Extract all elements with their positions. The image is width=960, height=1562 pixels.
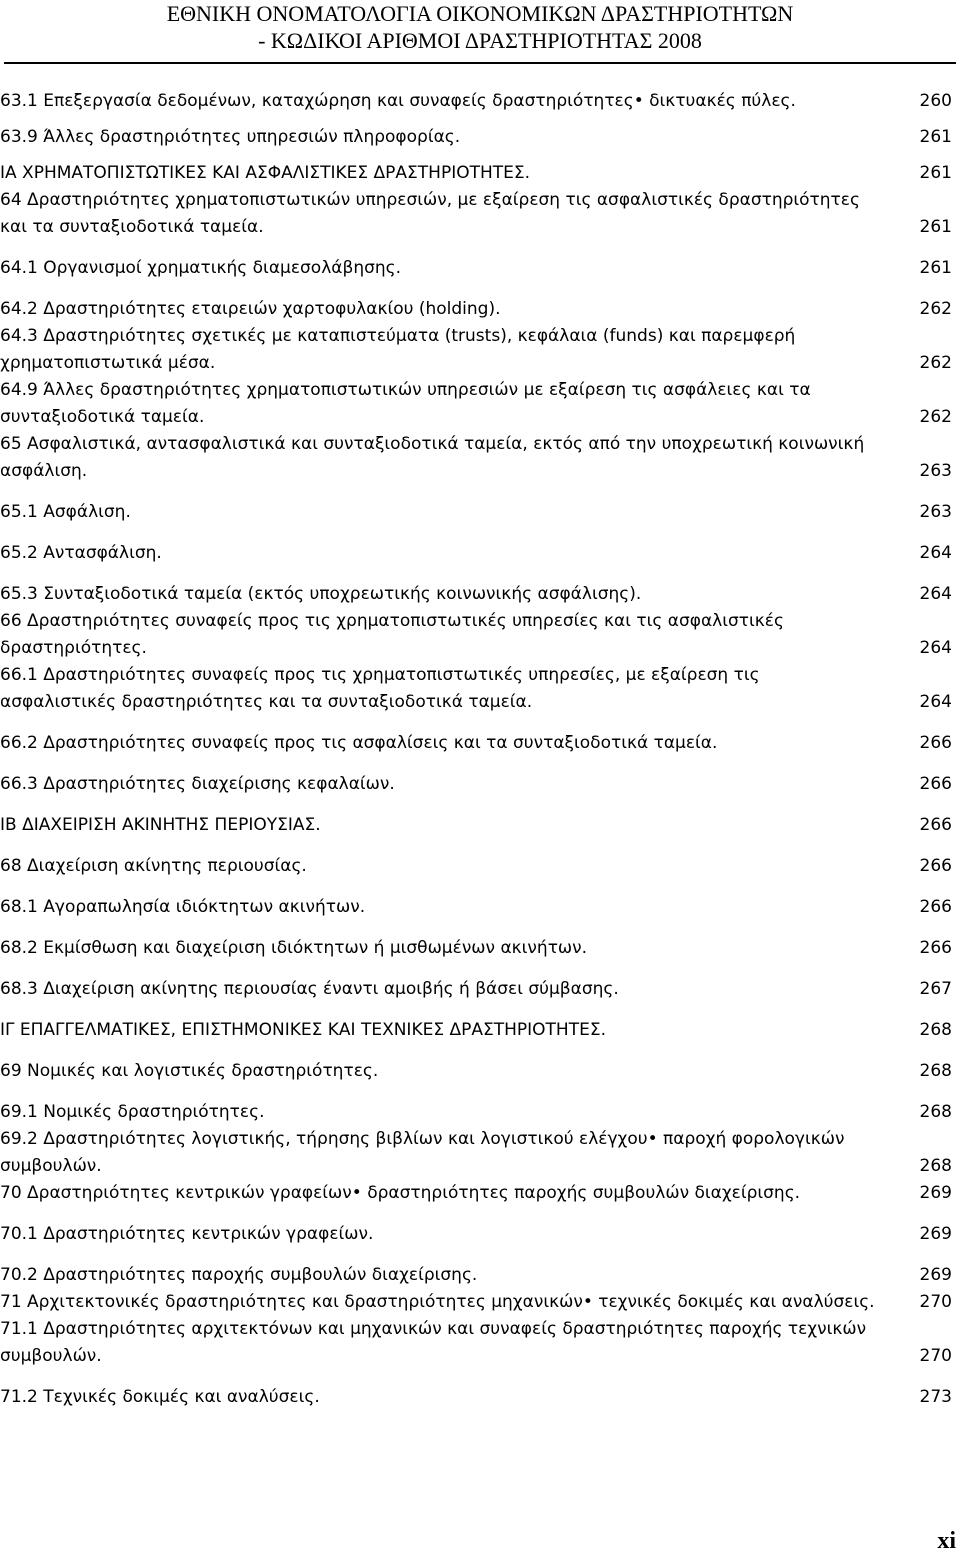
toc-entry-text: 65.2 Αντασφάλιση. bbox=[0, 543, 162, 563]
toc-entry bbox=[0, 255, 955, 282]
toc-entry bbox=[0, 296, 955, 323]
toc-entry bbox=[0, 894, 955, 921]
toc-entry-page: 266 bbox=[919, 733, 952, 753]
toc-entry bbox=[0, 323, 955, 377]
toc-entry-page: 270 bbox=[919, 1346, 952, 1366]
toc-entry-text: ΙΓ ΕΠΑΓΓΕΛΜΑΤΙΚΕΣ, ΕΠΙΣΤΗΜΟΝΙΚΕΣ ΚΑΙ ΤΕΧΝΙΚΕΣ ΔΡΑΣΤΗΡΙΟΤΗΤΕΣ. bbox=[0, 1020, 606, 1040]
toc-entry bbox=[0, 581, 955, 608]
toc-entry-page: 269 bbox=[919, 1224, 952, 1244]
toc-entry bbox=[0, 1316, 955, 1370]
toc-entry-text: 63.9 Άλλες δραστηριότητες υπηρεσιών πληροφορίας. bbox=[0, 127, 461, 147]
toc-entry bbox=[0, 812, 955, 839]
running-header bbox=[0, 0, 960, 54]
toc-entry bbox=[0, 499, 955, 526]
toc-entry bbox=[0, 1262, 955, 1289]
toc-entry-page: 261 bbox=[919, 163, 952, 183]
toc-entry-text: ΙΑ ΧΡΗΜΑΤΟΠΙΣΤΩΤΙΚΕΣ ΚΑΙ ΑΣΦΑΛΙΣΤΙΚΕΣ ΔΡΑΣΤΗΡΙΟΤΗΤΕΣ. bbox=[0, 163, 531, 183]
toc-entry bbox=[0, 771, 955, 798]
toc-entry-page: 267 bbox=[919, 979, 952, 999]
toc-entry bbox=[0, 1180, 955, 1207]
toc-entry-page: 268 bbox=[919, 1102, 952, 1122]
header-title-line2: - ΚΩΔΙΚΟΙ ΑΡΙΘΜΟΙ ΔΡΑΣΤΗΡΙΟΤΗΤΑΣ 2008 bbox=[258, 28, 702, 53]
toc-entry bbox=[0, 160, 955, 187]
toc-entry bbox=[0, 1099, 955, 1126]
toc-entry-page: 266 bbox=[919, 897, 952, 917]
toc-entry-text: 69 Νομικές και λογιστικές δραστηριότητες. bbox=[0, 1061, 379, 1081]
toc-entry-page: 263 bbox=[919, 461, 952, 481]
toc-entry bbox=[0, 88, 955, 115]
toc-entry bbox=[0, 1017, 955, 1044]
toc-entry-text: ΙΒ ΔΙΑΧΕΙΡΙΣΗ ΑΚΙΝΗΤΗΣ ΠΕΡΙΟΥΣΙΑΣ. bbox=[0, 815, 321, 835]
toc-entry-page: 269 bbox=[919, 1265, 952, 1285]
toc-entry bbox=[0, 976, 955, 1003]
toc-entry-text: 71 Αρχιτεκτονικές δραστηριότητες και δραστηριότητες μηχανικών• τεχνικές δοκιμές και αναλύσεις. bbox=[0, 1292, 875, 1312]
toc-entry-page: 266 bbox=[919, 774, 952, 794]
toc-entry-text: 64.3 Δραστηριότητες σχετικές με καταπιστεύματα (trusts), κεφάλαια (funds) και παρεμφερή χρηματοπιστωτικά μέσα. bbox=[0, 326, 796, 373]
toc-entry-page: 262 bbox=[919, 299, 952, 319]
toc-entry-page: 263 bbox=[919, 502, 952, 522]
toc-entry bbox=[0, 1289, 955, 1316]
toc-entry-text: 63.1 Επεξεργασία δεδομένων, καταχώρηση και συναφείς δραστηριότητες• δικτυακές πύλες. bbox=[0, 91, 796, 111]
toc-entry bbox=[0, 1221, 955, 1248]
toc-entry bbox=[0, 1384, 955, 1411]
toc-entry-page: 261 bbox=[919, 127, 952, 147]
header-title-line1: ΕΘΝΙΚΗ ΟΝΟΜΑΤΟΛΟΓΙΑ ΟΙΚΟΝΟΜΙΚΩΝ ΔΡΑΣΤΗΡΙΟΤΗΤΩΝ bbox=[166, 1, 794, 26]
toc-entry bbox=[0, 540, 955, 567]
toc-entry-page: 268 bbox=[919, 1061, 952, 1081]
toc-entry-page: 262 bbox=[919, 407, 952, 427]
toc-entry-text: 68 Διαχείριση ακίνητης περιουσίας. bbox=[0, 856, 307, 876]
toc-entry-page: 266 bbox=[919, 815, 952, 835]
toc-entry bbox=[0, 730, 955, 757]
toc-entry-text: 65 Ασφαλιστικά, αντασφαλιστικά και συνταξιοδοτικά ταμεία, εκτός από την υποχρεωτική κοινωνική ασφάλιση. bbox=[0, 434, 865, 481]
toc-entry-text: 68.2 Εκμίσθωση και διαχείριση ιδιόκτητων ή μισθωμένων ακινήτων. bbox=[0, 938, 588, 958]
toc-entry bbox=[0, 1058, 955, 1085]
toc-entry bbox=[0, 124, 955, 151]
toc-entry bbox=[0, 935, 955, 962]
toc-entry bbox=[0, 853, 955, 880]
toc-entry-text: 66.3 Δραστηριότητες διαχείρισης κεφαλαίων. bbox=[0, 774, 395, 794]
toc-entry-text: 65.3 Συνταξιοδοτικά ταμεία (εκτός υποχρεωτικής κοινωνικής ασφάλισης). bbox=[0, 584, 642, 604]
toc-entry-page: 266 bbox=[919, 938, 952, 958]
toc-entry-page: 260 bbox=[919, 91, 952, 111]
toc-entry-text: 64 Δραστηριότητες χρηματοπιστωτικών υπηρεσιών, με εξαίρεση τις ασφαλιστικές δραστηριότητες και τα συνταξιοδοτικά ταμεία. bbox=[0, 190, 860, 237]
toc-entry-text: 66 Δραστηριότητες συναφείς προς τις χρηματοπιστωτικές υπηρεσίες και τις ασφαλιστικές δραστηριότητες. bbox=[0, 611, 784, 658]
toc-entry-page: 261 bbox=[919, 258, 952, 278]
toc-entry-text: 69.1 Νομικές δραστηριότητες. bbox=[0, 1102, 265, 1122]
toc-entry-page: 262 bbox=[919, 353, 952, 373]
toc-entry-text: 68.3 Διαχείριση ακίνητης περιουσίας έναντι αμοιβής ή βάσει σύμβασης. bbox=[0, 979, 619, 999]
toc-entry-text: 64.2 Δραστηριότητες εταιρειών χαρτοφυλακίου (holding). bbox=[0, 299, 501, 319]
toc-entry-text: 65.1 Ασφάλιση. bbox=[0, 502, 131, 522]
toc-entry bbox=[0, 431, 955, 485]
toc-entry bbox=[0, 608, 955, 662]
toc-entry bbox=[0, 1126, 955, 1180]
toc-entry-page: 264 bbox=[919, 584, 952, 604]
toc-entry-text: 64.9 Άλλες δραστηριότητες χρηματοπιστωτικών υπηρεσιών με εξαίρεση τις ασφάλειες και τα συνταξιοδοτικά ταμεία. bbox=[0, 380, 811, 427]
toc-entry-page: 273 bbox=[919, 1387, 952, 1407]
toc-entry bbox=[0, 662, 955, 716]
toc-entry-page: 270 bbox=[919, 1292, 952, 1312]
toc-entry-text: 71.1 Δραστηριότητες αρχιτεκτόνων και μηχανικών και συναφείς δραστηριότητες παροχής τεχνικών συμβουλών. bbox=[0, 1319, 867, 1366]
toc-entry-text: 66.2 Δραστηριότητες συναφείς προς τις ασφαλίσεις και τα συνταξιοδοτικά ταμεία. bbox=[0, 733, 718, 753]
header-divider bbox=[4, 62, 956, 64]
toc-entry-text: 70.2 Δραστηριότητες παροχής συμβουλών διαχείρισης. bbox=[0, 1265, 478, 1285]
table-of-contents bbox=[0, 88, 960, 1411]
toc-entry-text: 68.1 Αγοραπωλησία ιδιόκτητων ακινήτων. bbox=[0, 897, 366, 917]
toc-entry-text: 64.1 Οργανισμοί χρηματικής διαμεσολάβησης. bbox=[0, 258, 402, 278]
toc-entry-page: 264 bbox=[919, 692, 952, 712]
toc-entry-page: 266 bbox=[919, 856, 952, 876]
toc-entry-text: 71.2 Τεχνικές δοκιμές και αναλύσεις. bbox=[0, 1387, 320, 1407]
toc-entry bbox=[0, 187, 955, 241]
toc-entry-text: 70.1 Δραστηριότητες κεντρικών γραφείων. bbox=[0, 1224, 374, 1244]
toc-entry-text: 66.1 Δραστηριότητες συναφείς προς τις χρηματοπιστωτικές υπηρεσίες, με εξαίρεση τις ασφαλιστικές δραστηριότητες και τα συνταξιοδοτικά ταμεία. bbox=[0, 665, 760, 712]
toc-entry-page: 268 bbox=[919, 1020, 952, 1040]
toc-entry-page: 261 bbox=[919, 217, 952, 237]
toc-entry-page: 269 bbox=[919, 1183, 952, 1203]
toc-entry-page: 264 bbox=[919, 638, 952, 658]
toc-entry-page: 264 bbox=[919, 543, 952, 563]
toc-entry-text: 69.2 Δραστηριότητες λογιστικής, τήρησης βιβλίων και λογιστικού ελέγχου• παροχή φορολογικών συμβουλών. bbox=[0, 1129, 845, 1176]
toc-entry bbox=[0, 377, 955, 431]
toc-entry-text: 70 Δραστηριότητες κεντρικών γραφείων• δραστηριότητες παροχής συμβουλών διαχείρισης. bbox=[0, 1183, 801, 1203]
toc-entry-page: 268 bbox=[919, 1156, 952, 1176]
page-number: xi bbox=[937, 1528, 956, 1554]
